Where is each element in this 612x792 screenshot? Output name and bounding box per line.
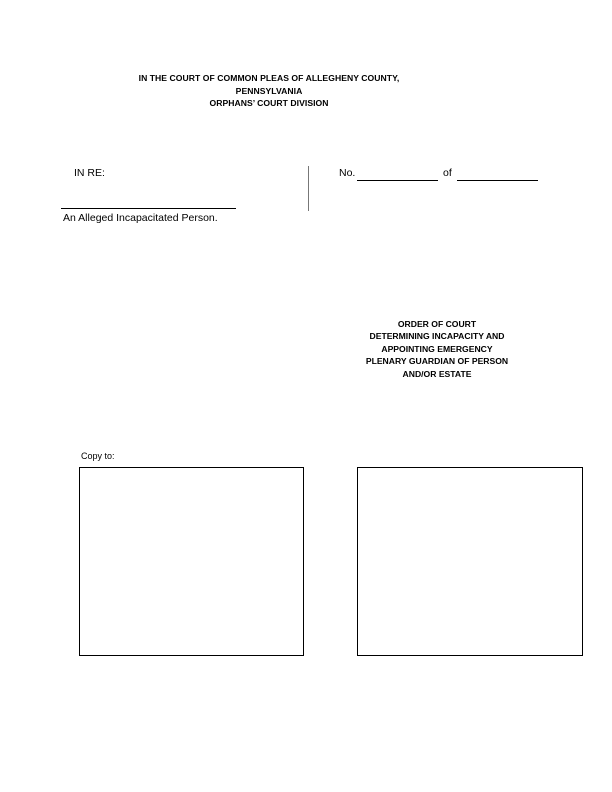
- order-title: [355, 318, 519, 380]
- alleged-person-label: An Alleged Incapacitated Person.: [63, 212, 218, 224]
- order-title-line-2: DETERMINING INCAPACITY AND: [369, 331, 505, 342]
- copy-to-box-right: [357, 467, 583, 656]
- order-title-line-1: ORDER OF COURT: [397, 319, 477, 329]
- court-header-line-2: PENNSYLVANIA: [235, 85, 303, 96]
- case-number-label: No.: [339, 167, 356, 179]
- order-title-line-3: APPOINTING EMERGENCY: [381, 343, 493, 354]
- case-year-label: of: [443, 167, 452, 179]
- court-header-line-1: IN THE COURT OF COMMON PLEAS OF ALLEGHENY COUNTY,: [138, 73, 400, 83]
- case-year-blank-line: [457, 180, 538, 181]
- caption-divider: [308, 166, 309, 211]
- copy-to-label: Copy to:: [81, 451, 115, 461]
- court-header-line-3: ORPHANS’ COURT DIVISION: [209, 98, 329, 108]
- order-title-line-4: PLENARY GUARDIAN OF PERSON: [365, 356, 509, 367]
- case-number-blank-line: [357, 180, 438, 181]
- in-re-label: IN RE:: [74, 167, 105, 179]
- person-name-blank-line: [61, 208, 236, 209]
- order-title-line-5: AND/OR ESTATE: [402, 368, 472, 379]
- court-header: [0, 72, 538, 110]
- copy-to-box-left: [79, 467, 304, 656]
